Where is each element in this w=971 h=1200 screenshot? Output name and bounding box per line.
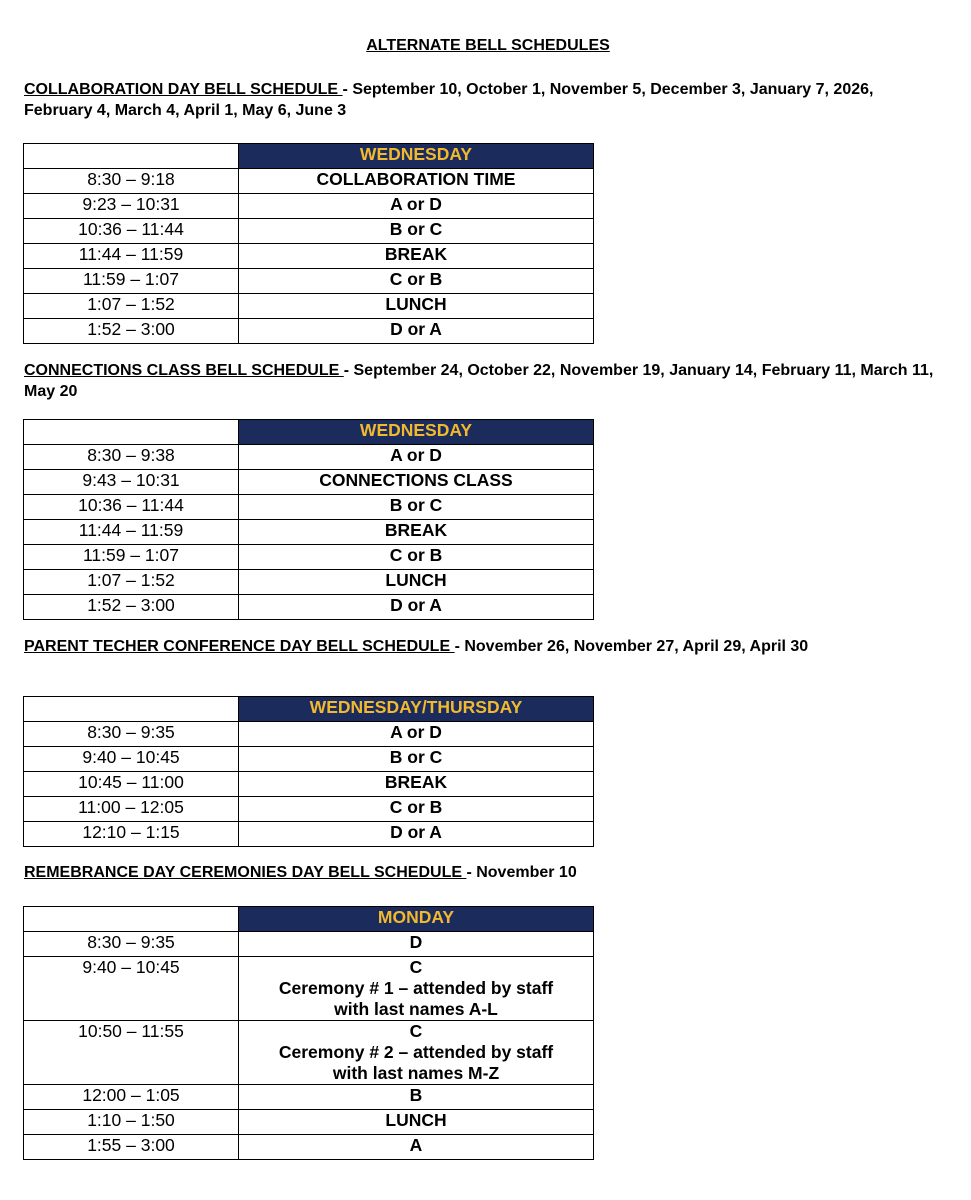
ceremony-note: Ceremony # 2 – attended by staff: [278, 1042, 554, 1062]
activity-cell: LUNCH: [239, 1110, 594, 1135]
table-row: [24, 169, 594, 194]
time-cell: 9:23 – 10:31: [24, 194, 239, 219]
table-row: [24, 194, 594, 219]
header-blank-cell: [24, 420, 239, 445]
time-cell: 8:30 – 9:38: [24, 445, 239, 470]
schedule-title: PARENT TECHER CONFERENCE DAY BELL SCHEDULE: [24, 638, 455, 655]
activity-cell: A or D: [239, 194, 594, 219]
table-row: [24, 1110, 594, 1135]
table-row: [24, 822, 594, 847]
activity-cell: [239, 957, 594, 1021]
activity-label: C: [409, 1021, 423, 1041]
activity-cell: D or A: [239, 822, 594, 847]
table-row: [24, 722, 594, 747]
time-cell: 8:30 – 9:18: [24, 169, 239, 194]
table-row: [24, 319, 594, 344]
table-header-row: [24, 144, 594, 169]
table-row: [24, 797, 594, 822]
activity-cell: A or D: [239, 722, 594, 747]
activity-cell: [239, 1021, 594, 1085]
activity-cell: C or B: [239, 797, 594, 822]
table-row: [24, 595, 594, 620]
conference-schedule-table: [23, 696, 594, 847]
table-row: [24, 1021, 594, 1085]
table-header-row: [24, 697, 594, 722]
activity-cell: B: [239, 1085, 594, 1110]
time-cell: 1:10 – 1:50: [24, 1110, 239, 1135]
remembrance-schedule-table: [23, 906, 594, 1160]
table-row: [24, 495, 594, 520]
connections-schedule-heading: [24, 360, 944, 402]
ceremony-note: with last names A-L: [334, 999, 498, 1019]
activity-cell: B or C: [239, 747, 594, 772]
time-cell: 11:00 – 12:05: [24, 797, 239, 822]
day-header: WEDNESDAY: [239, 144, 594, 169]
time-cell: 1:07 – 1:52: [24, 294, 239, 319]
time-cell: 12:00 – 1:05: [24, 1085, 239, 1110]
activity-cell: D or A: [239, 595, 594, 620]
time-cell: 10:45 – 11:00: [24, 772, 239, 797]
connections-schedule-table: [23, 419, 594, 620]
header-blank-cell: [24, 907, 239, 932]
activity-cell: BREAK: [239, 772, 594, 797]
table-row: [24, 1085, 594, 1110]
activity-cell: C or B: [239, 545, 594, 570]
activity-cell: B or C: [239, 219, 594, 244]
table-row: [24, 1135, 594, 1160]
schedule-dates: - November 26, November 27, April 29, April 30: [454, 638, 809, 655]
time-cell: 12:10 – 1:15: [24, 822, 239, 847]
time-cell: 11:59 – 1:07: [24, 269, 239, 294]
time-cell: 11:59 – 1:07: [24, 545, 239, 570]
table-row: [24, 932, 594, 957]
time-cell: 9:40 – 10:45: [24, 747, 239, 772]
remembrance-schedule-heading: [24, 862, 944, 883]
activity-cell: LUNCH: [239, 570, 594, 595]
activity-cell: A or D: [239, 445, 594, 470]
time-cell: 9:40 – 10:45: [24, 957, 239, 1021]
header-blank-cell: [24, 144, 239, 169]
time-cell: 1:52 – 3:00: [24, 319, 239, 344]
table-row: [24, 445, 594, 470]
ceremony-note: Ceremony # 1 – attended by staff: [278, 978, 554, 998]
table-row: [24, 269, 594, 294]
table-row: [24, 957, 594, 1021]
activity-cell: D or A: [239, 319, 594, 344]
table-row: [24, 244, 594, 269]
activity-cell: D: [239, 932, 594, 957]
time-cell: 10:36 – 11:44: [24, 219, 239, 244]
collaboration-schedule-heading: [24, 79, 944, 121]
page-title: ALTERNATE BELL SCHEDULES: [366, 37, 610, 54]
time-cell: 10:36 – 11:44: [24, 495, 239, 520]
table-row: [24, 545, 594, 570]
table-row: [24, 570, 594, 595]
activity-cell: LUNCH: [239, 294, 594, 319]
activity-cell: CONNECTIONS CLASS: [239, 470, 594, 495]
time-cell: 8:30 – 9:35: [24, 722, 239, 747]
time-cell: 11:44 – 11:59: [24, 520, 239, 545]
time-cell: 11:44 – 11:59: [24, 244, 239, 269]
activity-cell: BREAK: [239, 244, 594, 269]
activity-cell: C or B: [239, 269, 594, 294]
table-row: [24, 772, 594, 797]
collaboration-schedule-table: [23, 143, 594, 344]
schedule-dates: - September 24, October 22, November 19, January 14, February 11, March 11, May 20: [24, 362, 934, 400]
table-row: [24, 294, 594, 319]
activity-label: C: [409, 957, 423, 977]
schedule-title: REMEBRANCE DAY CEREMONIES DAY BELL SCHEDULE: [24, 864, 467, 881]
time-cell: 10:50 – 11:55: [24, 1021, 239, 1085]
time-cell: 9:43 – 10:31: [24, 470, 239, 495]
schedule-dates: - September 10, October 1, November 5, December 3, January 7, 2026, February 4, March 4, April 1, May 6, June 3: [24, 81, 874, 119]
table-row: [24, 470, 594, 495]
activity-cell: A: [239, 1135, 594, 1160]
table-row: [24, 747, 594, 772]
table-header-row: [24, 420, 594, 445]
day-header: MONDAY: [239, 907, 594, 932]
schedule-dates: - November 10: [466, 864, 577, 881]
time-cell: 1:07 – 1:52: [24, 570, 239, 595]
activity-cell: B or C: [239, 495, 594, 520]
time-cell: 1:52 – 3:00: [24, 595, 239, 620]
time-cell: 1:55 – 3:00: [24, 1135, 239, 1160]
ceremony-note: with last names M-Z: [332, 1063, 500, 1083]
conference-schedule-heading: [24, 636, 944, 657]
activity-cell: COLLABORATION TIME: [239, 169, 594, 194]
table-row: [24, 219, 594, 244]
day-header: WEDNESDAY/THURSDAY: [239, 697, 594, 722]
table-row: [24, 520, 594, 545]
day-header: WEDNESDAY: [239, 420, 594, 445]
header-blank-cell: [24, 697, 239, 722]
time-cell: 8:30 – 9:35: [24, 932, 239, 957]
table-header-row: [24, 907, 594, 932]
activity-cell: BREAK: [239, 520, 594, 545]
schedule-title: CONNECTIONS CLASS BELL SCHEDULE: [24, 362, 344, 379]
schedule-title: COLLABORATION DAY BELL SCHEDULE: [24, 81, 343, 98]
